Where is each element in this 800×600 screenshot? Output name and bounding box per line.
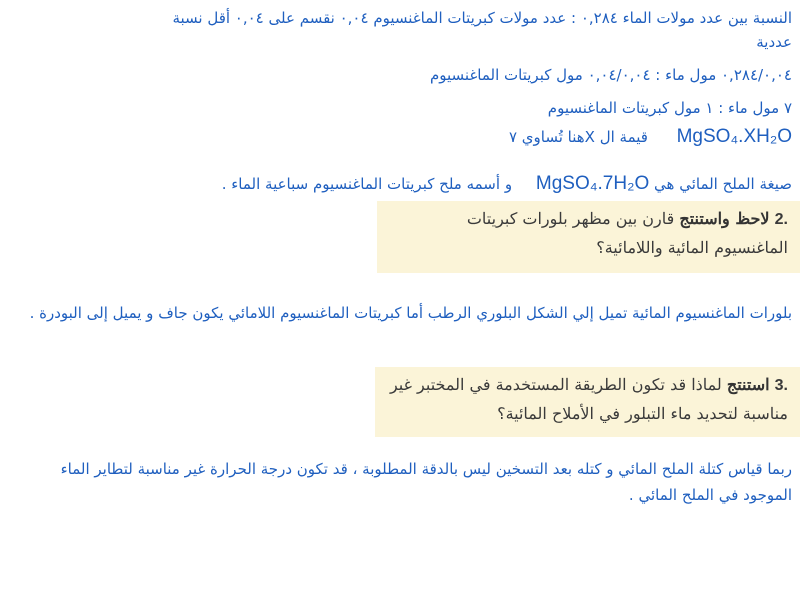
ratio-line-1: النسبة بين عدد مولات الماء ٠,٢٨٤ : عدد مولات كبريتات الماغنسيوم ٠,٠٤ نقسم على ٠,٠٤ أقل نسبة (172, 9, 792, 27)
question-2-box (377, 201, 800, 273)
ratio-line-2: ٠,٢٨٤/٠,٠٤ مول ماء : ٠,٠٤/٠,٠٤ مول كبريتات الماغنسيوم (429, 66, 792, 84)
salt-formula-post: و أسمه ملح كبريتات الماغنسيوم سباعية الماء . (221, 175, 513, 193)
question-2-text-2: الماغنسيوم المائية واللامائية؟ (596, 238, 788, 257)
question-3-keyword: استنتج (726, 375, 770, 394)
answer-3: ربما قياس كتلة الملح المائي و كتله بعد التسخين ليس بالدقة المطلوبة ، قد تكون درجة الحرارة غير مناسبة لتطاير الماء الموجود في الملح المائي . (60, 460, 792, 504)
question-3-text-2: مناسبة لتحديد ماء التبلور في الأملاح المائية؟ (497, 404, 788, 423)
question-3-line-1 (387, 371, 788, 400)
x-value-line (509, 126, 792, 148)
question-2-text-1: قارن بين مظهر بلورات كبريتات (466, 209, 675, 228)
ratio-line-1-continued: عددية (756, 33, 792, 51)
salt-formula-line (222, 173, 792, 195)
question-2-keyword: لاحظ واستنتج (679, 209, 770, 228)
salt-formula: MgSO₄.7H₂O (535, 173, 650, 194)
question-2-line-1 (389, 205, 788, 234)
x-value-text: قيمة ال Xهنا تُساوي ٧ (508, 128, 648, 146)
question-3-box (375, 367, 800, 437)
answer-2: بلورات الماغنسيوم المائية تميل إلي الشكل البلوري الرطب أما كبريتات الماغنسيوم اللامائي يكون جاف و يميل إلى البودرة . (29, 304, 792, 322)
question-3-number: 3. (774, 377, 788, 394)
question-3-text-1: لماذا قد تكون الطريقة المستخدمة في المختبر غير (389, 375, 722, 394)
salt-formula-pre: صيغة الملح المائي هي (654, 175, 792, 193)
ratio-line-3: ٧ مول ماء : ١ مول كبريتات الماغنسيوم (547, 99, 792, 117)
general-formula: MgSO₄.XH₂O (676, 126, 792, 147)
question-2-number: 2. (774, 211, 788, 228)
